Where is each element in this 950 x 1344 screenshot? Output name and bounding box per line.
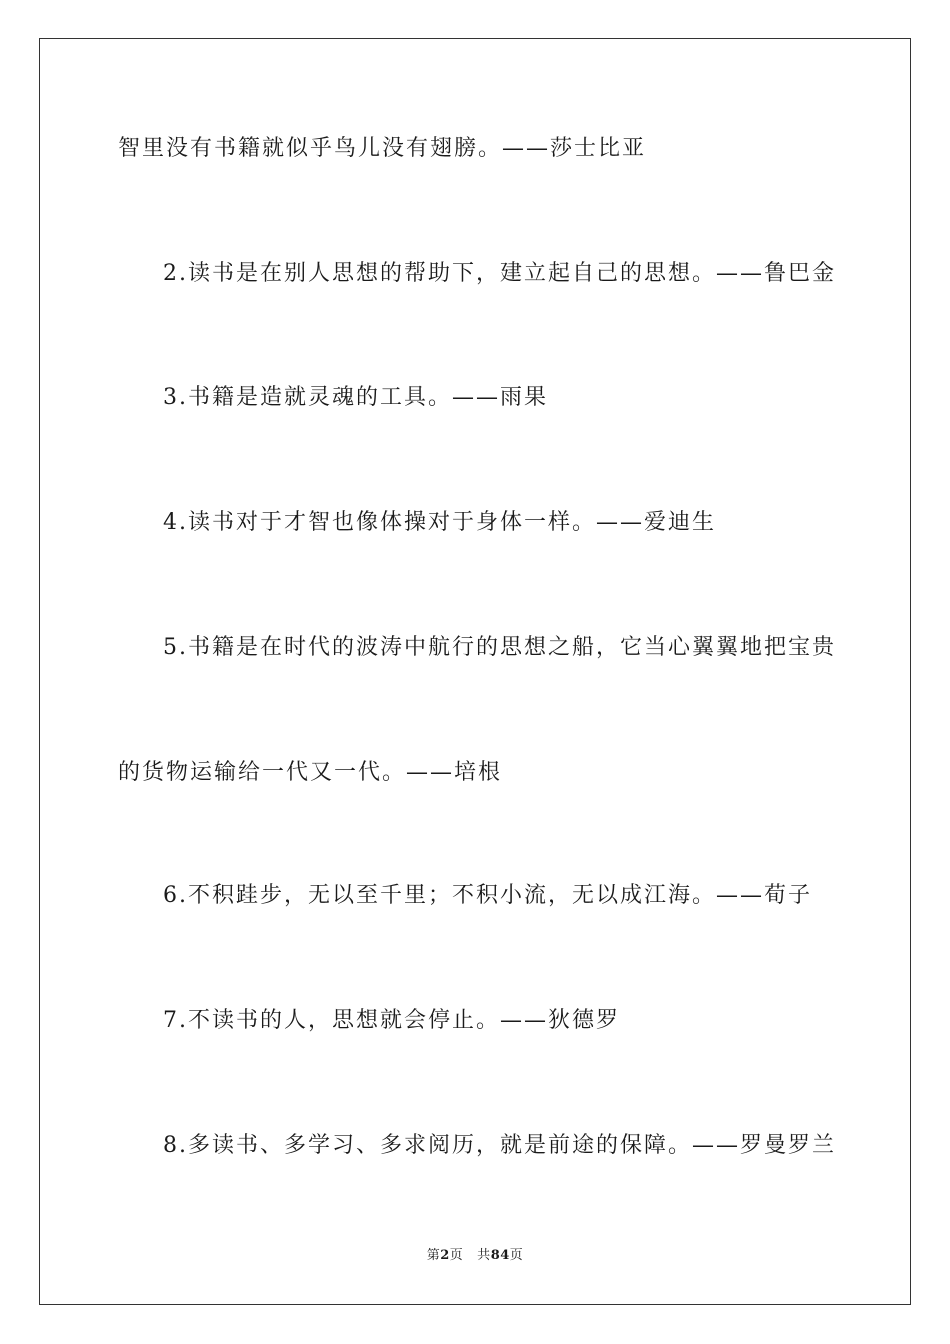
page-footer [0, 1247, 950, 1265]
current-page-number: 2 [440, 1248, 450, 1263]
text-line-1: 智里没有书籍就似乎鸟儿没有翅膀。——莎士比亚 [118, 136, 647, 161]
quote-2: 2.读书是在别人思想的帮助下，建立起自己的思想。——鲁巴金 [163, 261, 836, 286]
footer-page-suffix: 页 [449, 1248, 464, 1263]
footer-total-suffix: 页 [509, 1248, 524, 1263]
quote-5-continued: 的货物运输给一代又一代。——培根 [118, 760, 503, 785]
footer-prefix: 第 [426, 1248, 441, 1263]
quote-8: 8.多读书、多学习、多求阅历，就是前途的保障。——罗曼罗兰 [163, 1133, 836, 1158]
total-pages-number: 84 [490, 1248, 510, 1263]
quote-4: 4.读书对于才智也像体操对于身体一样。——爱迪生 [163, 510, 716, 535]
quote-7: 7.不读书的人，思想就会停止。——狄德罗 [163, 1008, 620, 1033]
quote-6: 6.不积跬步，无以至千里；不积小流，无以成江海。——荀子 [163, 883, 812, 908]
page-border [39, 38, 911, 1305]
quote-3: 3.书籍是造就灵魂的工具。——雨果 [163, 385, 548, 410]
footer-total-prefix: 共 [477, 1248, 491, 1263]
quote-5: 5.书籍是在时代的波涛中航行的思想之船，它当心翼翼地把宝贵 [163, 635, 836, 660]
